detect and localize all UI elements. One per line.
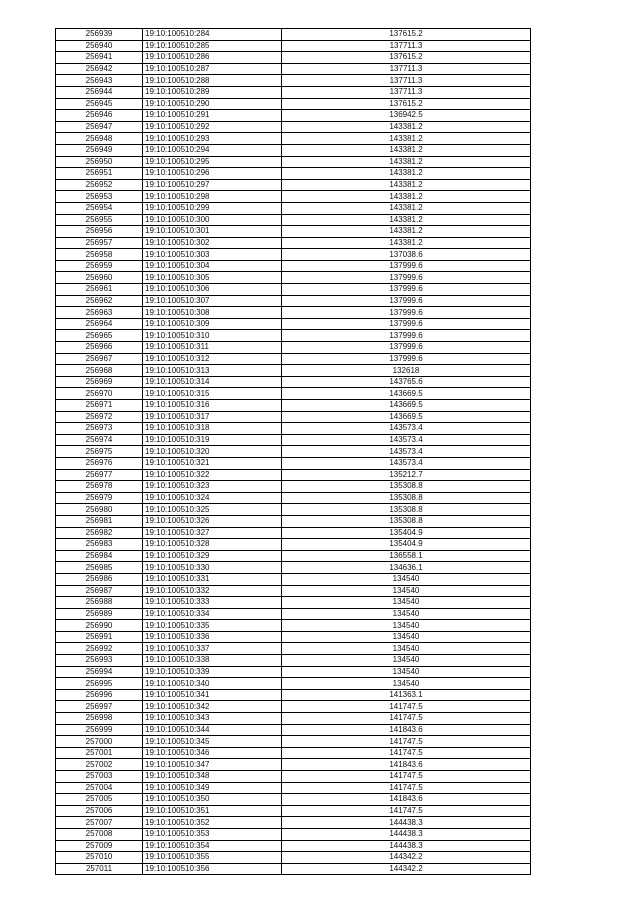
table-row — [56, 655, 531, 667]
cadastral-number-cell: 19:10:100510:335 — [143, 620, 282, 632]
cadastral-number-cell: 19:10:100510:298 — [143, 191, 282, 203]
value-cell: 143573.4 — [282, 434, 531, 446]
table-row — [56, 307, 531, 319]
table-row — [56, 689, 531, 701]
row-id-cell: 256996 — [56, 689, 143, 701]
row-id-cell: 256949 — [56, 144, 143, 156]
value-cell: 144438.3 — [282, 840, 531, 852]
row-id-cell: 256999 — [56, 724, 143, 736]
cadastral-number-cell: 19:10:100510:341 — [143, 689, 282, 701]
value-cell: 143573.4 — [282, 457, 531, 469]
cadastral-number-cell: 19:10:100510:294 — [143, 144, 282, 156]
value-cell: 132618 — [282, 365, 531, 377]
row-id-cell: 256955 — [56, 214, 143, 226]
cadastral-number-cell: 19:10:100510:310 — [143, 330, 282, 342]
cadastral-number-cell: 19:10:100510:299 — [143, 202, 282, 214]
cadastral-number-cell: 19:10:100510:343 — [143, 713, 282, 725]
cadastral-number-cell: 19:10:100510:305 — [143, 272, 282, 284]
value-cell: 135308.8 — [282, 504, 531, 516]
value-cell: 143381.2 — [282, 156, 531, 168]
data-table — [55, 28, 531, 875]
cadastral-number-cell: 19:10:100510:290 — [143, 98, 282, 110]
row-id-cell: 256989 — [56, 608, 143, 620]
cadastral-number-cell: 19:10:100510:319 — [143, 434, 282, 446]
row-id-cell: 256973 — [56, 423, 143, 435]
cadastral-number-cell: 19:10:100510:303 — [143, 249, 282, 261]
value-cell: 144438.3 — [282, 817, 531, 829]
cadastral-number-cell: 19:10:100510:301 — [143, 226, 282, 238]
table-row — [56, 156, 531, 168]
table-row — [56, 110, 531, 122]
row-id-cell: 257006 — [56, 805, 143, 817]
table-row — [56, 202, 531, 214]
table-row — [56, 365, 531, 377]
cadastral-number-cell: 19:10:100510:311 — [143, 342, 282, 354]
cadastral-number-cell: 19:10:100510:312 — [143, 353, 282, 365]
value-cell: 136942.5 — [282, 110, 531, 122]
table-row — [56, 515, 531, 527]
row-id-cell: 256953 — [56, 191, 143, 203]
value-cell: 141843.6 — [282, 759, 531, 771]
row-id-cell: 256954 — [56, 202, 143, 214]
table-row — [56, 597, 531, 609]
row-id-cell: 257008 — [56, 828, 143, 840]
value-cell: 141747.5 — [282, 782, 531, 794]
value-cell: 141843.6 — [282, 724, 531, 736]
row-id-cell: 256966 — [56, 342, 143, 354]
cadastral-number-cell: 19:10:100510:308 — [143, 307, 282, 319]
table-row — [56, 98, 531, 110]
value-cell: 144438.3 — [282, 828, 531, 840]
table-row — [56, 179, 531, 191]
table-row — [56, 29, 531, 41]
table-row — [56, 330, 531, 342]
cadastral-number-cell: 19:10:100510:295 — [143, 156, 282, 168]
value-cell: 137711.3 — [282, 40, 531, 52]
cadastral-number-cell: 19:10:100510:322 — [143, 469, 282, 481]
row-id-cell: 256944 — [56, 86, 143, 98]
row-id-cell: 256957 — [56, 237, 143, 249]
row-id-cell: 256978 — [56, 481, 143, 493]
row-id-cell: 256997 — [56, 701, 143, 713]
table-row — [56, 144, 531, 156]
table-row — [56, 713, 531, 725]
table-row — [56, 852, 531, 864]
row-id-cell: 256956 — [56, 226, 143, 238]
value-cell: 143669.5 — [282, 400, 531, 412]
table-row — [56, 342, 531, 354]
table-row — [56, 411, 531, 423]
table-row — [56, 121, 531, 133]
value-cell: 137999.6 — [282, 260, 531, 272]
row-id-cell: 256990 — [56, 620, 143, 632]
row-id-cell: 256998 — [56, 713, 143, 725]
table-row — [56, 527, 531, 539]
table-row — [56, 701, 531, 713]
cadastral-number-cell: 19:10:100510:352 — [143, 817, 282, 829]
table-row — [56, 504, 531, 516]
value-cell: 141843.6 — [282, 794, 531, 806]
cadastral-number-cell: 19:10:100510:324 — [143, 492, 282, 504]
value-cell: 143669.5 — [282, 411, 531, 423]
value-cell: 134540 — [282, 608, 531, 620]
table-row — [56, 63, 531, 75]
row-id-cell: 257010 — [56, 852, 143, 864]
cadastral-number-cell: 19:10:100510:314 — [143, 376, 282, 388]
row-id-cell: 256984 — [56, 550, 143, 562]
row-id-cell: 257011 — [56, 863, 143, 875]
cadastral-number-cell: 19:10:100510:353 — [143, 828, 282, 840]
table-row — [56, 400, 531, 412]
row-id-cell: 256975 — [56, 446, 143, 458]
cadastral-number-cell: 19:10:100510:340 — [143, 678, 282, 690]
cadastral-number-cell: 19:10:100510:338 — [143, 655, 282, 667]
cadastral-number-cell: 19:10:100510:320 — [143, 446, 282, 458]
row-id-cell: 256968 — [56, 365, 143, 377]
row-id-cell: 257001 — [56, 747, 143, 759]
table-row — [56, 133, 531, 145]
value-cell: 134540 — [282, 655, 531, 667]
table-row — [56, 620, 531, 632]
value-cell: 137615.2 — [282, 29, 531, 41]
row-id-cell: 256972 — [56, 411, 143, 423]
value-cell: 143381.2 — [282, 214, 531, 226]
value-cell: 141363.1 — [282, 689, 531, 701]
table-row — [56, 295, 531, 307]
row-id-cell: 256950 — [56, 156, 143, 168]
value-cell: 137615.2 — [282, 98, 531, 110]
value-cell: 143765.6 — [282, 376, 531, 388]
value-cell: 143381.2 — [282, 121, 531, 133]
row-id-cell: 257003 — [56, 771, 143, 783]
value-cell: 137999.6 — [282, 342, 531, 354]
value-cell: 143669.5 — [282, 388, 531, 400]
table-row — [56, 573, 531, 585]
value-cell: 134540 — [282, 597, 531, 609]
table-row — [56, 40, 531, 52]
value-cell: 141747.5 — [282, 701, 531, 713]
value-cell: 135404.9 — [282, 527, 531, 539]
row-id-cell: 256947 — [56, 121, 143, 133]
value-cell: 141747.5 — [282, 713, 531, 725]
cadastral-number-cell: 19:10:100510:348 — [143, 771, 282, 783]
cadastral-number-cell: 19:10:100510:302 — [143, 237, 282, 249]
value-cell: 136558.1 — [282, 550, 531, 562]
value-cell: 134540 — [282, 666, 531, 678]
table-row — [56, 863, 531, 875]
cadastral-number-cell: 19:10:100510:292 — [143, 121, 282, 133]
value-cell: 134540 — [282, 585, 531, 597]
value-cell: 143381.2 — [282, 226, 531, 238]
cadastral-number-cell: 19:10:100510:334 — [143, 608, 282, 620]
cadastral-number-cell: 19:10:100510:315 — [143, 388, 282, 400]
cadastral-number-cell: 19:10:100510:329 — [143, 550, 282, 562]
cadastral-number-cell: 19:10:100510:354 — [143, 840, 282, 852]
value-cell: 135404.9 — [282, 539, 531, 551]
value-cell: 143381.2 — [282, 168, 531, 180]
table-row — [56, 423, 531, 435]
table-row — [56, 481, 531, 493]
cadastral-number-cell: 19:10:100510:328 — [143, 539, 282, 551]
cadastral-number-cell: 19:10:100510:288 — [143, 75, 282, 87]
cadastral-number-cell: 19:10:100510:346 — [143, 747, 282, 759]
table-row — [56, 550, 531, 562]
value-cell: 137999.6 — [282, 284, 531, 296]
row-id-cell: 256981 — [56, 515, 143, 527]
value-cell: 141747.5 — [282, 805, 531, 817]
row-id-cell: 256946 — [56, 110, 143, 122]
value-cell: 137711.3 — [282, 63, 531, 75]
table-row — [56, 678, 531, 690]
row-id-cell: 256991 — [56, 631, 143, 643]
table-row — [56, 562, 531, 574]
cadastral-number-cell: 19:10:100510:336 — [143, 631, 282, 643]
value-cell: 134540 — [282, 631, 531, 643]
row-id-cell: 256945 — [56, 98, 143, 110]
cadastral-number-cell: 19:10:100510:300 — [143, 214, 282, 226]
value-cell: 137999.6 — [282, 295, 531, 307]
cadastral-number-cell: 19:10:100510:321 — [143, 457, 282, 469]
cadastral-number-cell: 19:10:100510:309 — [143, 318, 282, 330]
row-id-cell: 256939 — [56, 29, 143, 41]
value-cell: 135308.8 — [282, 492, 531, 504]
row-id-cell: 256964 — [56, 318, 143, 330]
row-id-cell: 256961 — [56, 284, 143, 296]
row-id-cell: 256986 — [56, 573, 143, 585]
row-id-cell: 256943 — [56, 75, 143, 87]
row-id-cell: 256985 — [56, 562, 143, 574]
value-cell: 143381.2 — [282, 144, 531, 156]
table-row — [56, 794, 531, 806]
table-row — [56, 249, 531, 261]
table-row — [56, 388, 531, 400]
cadastral-number-cell: 19:10:100510:289 — [143, 86, 282, 98]
row-id-cell: 256967 — [56, 353, 143, 365]
row-id-cell: 256993 — [56, 655, 143, 667]
table-row — [56, 214, 531, 226]
table-row — [56, 608, 531, 620]
row-id-cell: 256969 — [56, 376, 143, 388]
cadastral-number-cell: 19:10:100510:342 — [143, 701, 282, 713]
value-cell: 141747.5 — [282, 736, 531, 748]
row-id-cell: 256951 — [56, 168, 143, 180]
cadastral-number-cell: 19:10:100510:326 — [143, 515, 282, 527]
row-id-cell: 257007 — [56, 817, 143, 829]
cadastral-number-cell: 19:10:100510:337 — [143, 643, 282, 655]
value-cell: 143573.4 — [282, 446, 531, 458]
table-row — [56, 747, 531, 759]
cadastral-number-cell: 19:10:100510:317 — [143, 411, 282, 423]
row-id-cell: 256963 — [56, 307, 143, 319]
table-body — [56, 29, 531, 875]
row-id-cell: 256980 — [56, 504, 143, 516]
cadastral-number-cell: 19:10:100510:284 — [143, 29, 282, 41]
cadastral-number-cell: 19:10:100510:345 — [143, 736, 282, 748]
table-row — [56, 782, 531, 794]
value-cell: 135308.8 — [282, 515, 531, 527]
row-id-cell: 256994 — [56, 666, 143, 678]
value-cell: 143381.2 — [282, 237, 531, 249]
value-cell: 137615.2 — [282, 52, 531, 64]
row-id-cell: 256959 — [56, 260, 143, 272]
row-id-cell: 256960 — [56, 272, 143, 284]
value-cell: 144342.2 — [282, 852, 531, 864]
row-id-cell: 256977 — [56, 469, 143, 481]
table-row — [56, 771, 531, 783]
cadastral-number-cell: 19:10:100510:293 — [143, 133, 282, 145]
table-row — [56, 284, 531, 296]
table-row — [56, 86, 531, 98]
row-id-cell: 256958 — [56, 249, 143, 261]
table-row — [56, 260, 531, 272]
table-row — [56, 736, 531, 748]
cadastral-number-cell: 19:10:100510:307 — [143, 295, 282, 307]
cadastral-number-cell: 19:10:100510:331 — [143, 573, 282, 585]
cadastral-number-cell: 19:10:100510:296 — [143, 168, 282, 180]
value-cell: 137038.6 — [282, 249, 531, 261]
cadastral-number-cell: 19:10:100510:332 — [143, 585, 282, 597]
cadastral-number-cell: 19:10:100510:286 — [143, 52, 282, 64]
row-id-cell: 256940 — [56, 40, 143, 52]
cadastral-number-cell: 19:10:100510:339 — [143, 666, 282, 678]
value-cell: 137999.6 — [282, 272, 531, 284]
table-row — [56, 318, 531, 330]
cadastral-number-cell: 19:10:100510:356 — [143, 863, 282, 875]
table-row — [56, 724, 531, 736]
value-cell: 134540 — [282, 643, 531, 655]
cadastral-number-cell: 19:10:100510:349 — [143, 782, 282, 794]
row-id-cell: 256976 — [56, 457, 143, 469]
value-cell: 134540 — [282, 620, 531, 632]
cadastral-number-cell: 19:10:100510:330 — [143, 562, 282, 574]
cadastral-number-cell: 19:10:100510:285 — [143, 40, 282, 52]
table-row — [56, 434, 531, 446]
row-id-cell: 256983 — [56, 539, 143, 551]
cadastral-number-cell: 19:10:100510:333 — [143, 597, 282, 609]
value-cell: 141747.5 — [282, 771, 531, 783]
cadastral-number-cell: 19:10:100510:327 — [143, 527, 282, 539]
table-row — [56, 52, 531, 64]
row-id-cell: 256987 — [56, 585, 143, 597]
cadastral-number-cell: 19:10:100510:344 — [143, 724, 282, 736]
row-id-cell: 256970 — [56, 388, 143, 400]
table-row — [56, 353, 531, 365]
value-cell: 134540 — [282, 573, 531, 585]
row-id-cell: 256965 — [56, 330, 143, 342]
cadastral-number-cell: 19:10:100510:297 — [143, 179, 282, 191]
value-cell: 143381.2 — [282, 179, 531, 191]
value-cell: 134540 — [282, 678, 531, 690]
row-id-cell: 257005 — [56, 794, 143, 806]
cadastral-number-cell: 19:10:100510:287 — [143, 63, 282, 75]
table-row — [56, 539, 531, 551]
row-id-cell: 256982 — [56, 527, 143, 539]
table-row — [56, 226, 531, 238]
table-row — [56, 191, 531, 203]
value-cell: 137999.6 — [282, 353, 531, 365]
row-id-cell: 256974 — [56, 434, 143, 446]
table-row — [56, 805, 531, 817]
value-cell: 137999.6 — [282, 318, 531, 330]
value-cell: 137711.3 — [282, 75, 531, 87]
value-cell: 137999.6 — [282, 307, 531, 319]
cadastral-number-cell: 19:10:100510:316 — [143, 400, 282, 412]
table-row — [56, 457, 531, 469]
cadastral-number-cell: 19:10:100510:291 — [143, 110, 282, 122]
row-id-cell: 256995 — [56, 678, 143, 690]
table-row — [56, 631, 531, 643]
table-row — [56, 272, 531, 284]
table-row — [56, 666, 531, 678]
cadastral-number-cell: 19:10:100510:325 — [143, 504, 282, 516]
row-id-cell: 256952 — [56, 179, 143, 191]
cadastral-number-cell: 19:10:100510:304 — [143, 260, 282, 272]
cadastral-number-cell: 19:10:100510:351 — [143, 805, 282, 817]
cadastral-number-cell: 19:10:100510:347 — [143, 759, 282, 771]
row-id-cell: 257004 — [56, 782, 143, 794]
cadastral-number-cell: 19:10:100510:355 — [143, 852, 282, 864]
row-id-cell: 257009 — [56, 840, 143, 852]
row-id-cell: 256948 — [56, 133, 143, 145]
row-id-cell: 256992 — [56, 643, 143, 655]
value-cell: 143381.2 — [282, 202, 531, 214]
cadastral-number-cell: 19:10:100510:323 — [143, 481, 282, 493]
row-id-cell: 256962 — [56, 295, 143, 307]
table-row — [56, 237, 531, 249]
table-row — [56, 75, 531, 87]
table-row — [56, 446, 531, 458]
value-cell: 135212.7 — [282, 469, 531, 481]
row-id-cell: 256941 — [56, 52, 143, 64]
table-row — [56, 817, 531, 829]
row-id-cell: 256942 — [56, 63, 143, 75]
table-row — [56, 828, 531, 840]
table-row — [56, 469, 531, 481]
row-id-cell: 256988 — [56, 597, 143, 609]
table-row — [56, 376, 531, 388]
value-cell: 137999.6 — [282, 330, 531, 342]
value-cell: 144342.2 — [282, 863, 531, 875]
row-id-cell: 256979 — [56, 492, 143, 504]
cadastral-number-cell: 19:10:100510:318 — [143, 423, 282, 435]
table-row — [56, 643, 531, 655]
table-row — [56, 168, 531, 180]
value-cell: 143381.2 — [282, 133, 531, 145]
value-cell: 143381.2 — [282, 191, 531, 203]
table-row — [56, 840, 531, 852]
row-id-cell: 257002 — [56, 759, 143, 771]
table-row — [56, 759, 531, 771]
table-row — [56, 492, 531, 504]
row-id-cell: 256971 — [56, 400, 143, 412]
value-cell: 134636.1 — [282, 562, 531, 574]
cadastral-number-cell: 19:10:100510:306 — [143, 284, 282, 296]
cadastral-number-cell: 19:10:100510:313 — [143, 365, 282, 377]
value-cell: 143573.4 — [282, 423, 531, 435]
table-row — [56, 585, 531, 597]
row-id-cell: 257000 — [56, 736, 143, 748]
cadastral-number-cell: 19:10:100510:350 — [143, 794, 282, 806]
value-cell: 137711.3 — [282, 86, 531, 98]
value-cell: 141747.5 — [282, 747, 531, 759]
value-cell: 135308.8 — [282, 481, 531, 493]
